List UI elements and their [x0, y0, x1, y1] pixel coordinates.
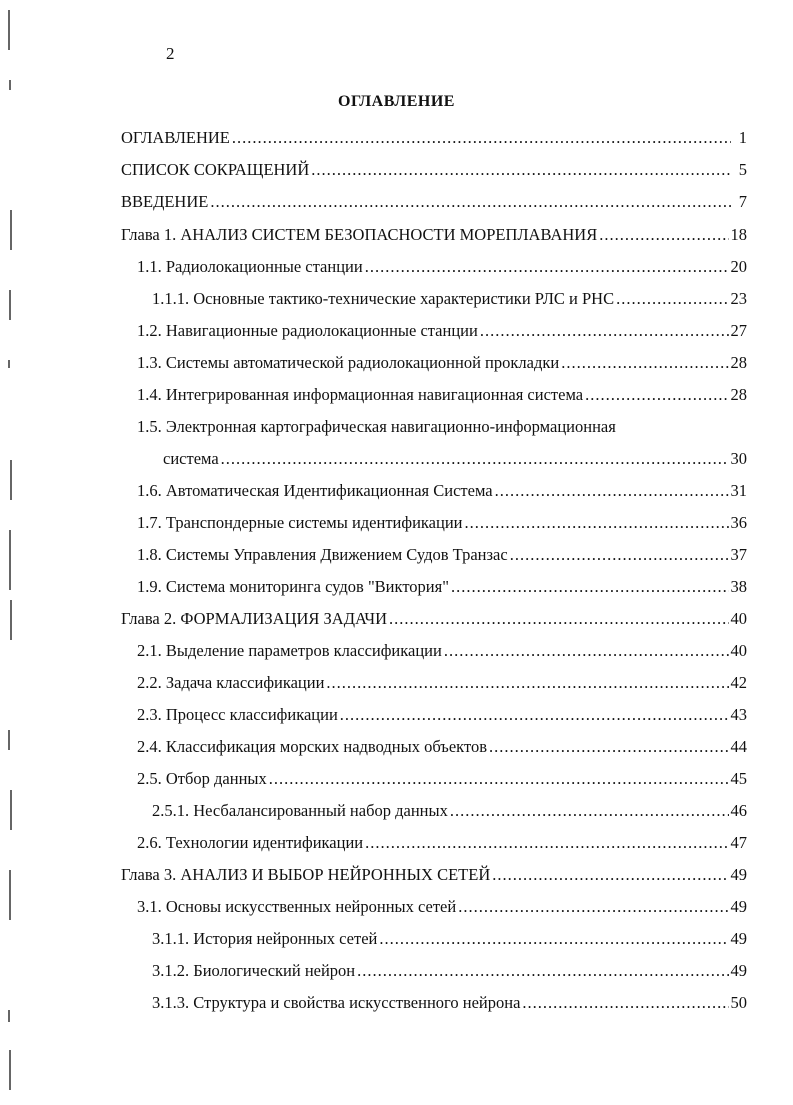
- toc-entry[interactable]: [137, 544, 747, 566]
- toc-entry-page: 40: [730, 609, 747, 628]
- toc-entry-title: 3.1.2. Биологический нейрон: [152, 961, 356, 980]
- toc-entry-title: 1.4. Интегрированная информационная навигационная система: [137, 385, 584, 404]
- toc-entry-page: 20: [730, 257, 747, 276]
- toc-entry-title: 2.5.1. Несбалансированный набор данных: [152, 801, 448, 820]
- toc-leader-dots: [451, 576, 729, 598]
- toc-entry-title: 1.9. Система мониторинга судов "Виктория": [137, 577, 449, 596]
- toc-leader-dots: [311, 159, 731, 181]
- toc-entry-page: 45: [730, 769, 747, 788]
- toc-entry[interactable]: [152, 288, 747, 310]
- toc-entry[interactable]: [137, 576, 747, 598]
- toc-leader-dots: [450, 800, 729, 822]
- toc-leader-dots: [458, 896, 728, 918]
- toc-entry-page: 5: [738, 160, 747, 179]
- toc-entry-page: 44: [730, 737, 747, 756]
- toc-leader-dots: [480, 320, 729, 342]
- toc-entry[interactable]: [121, 191, 747, 213]
- toc-entry-page: 28: [730, 353, 747, 372]
- toc-entry-title: 1.1. Радиолокационные станции: [137, 257, 363, 276]
- toc-entry-title: система: [163, 449, 219, 468]
- toc-leader-dots: [464, 512, 728, 534]
- toc-leader-dots: [616, 288, 728, 310]
- toc-leader-dots: [489, 736, 729, 758]
- toc-entry-title: 3.1.1. История нейронных сетей: [152, 929, 378, 948]
- toc-leader-dots: [232, 127, 731, 149]
- toc-entry-page: 42: [730, 673, 747, 692]
- toc-entry-title: 2.1. Выделение параметров классификации: [137, 641, 442, 660]
- toc-leader-dots: [389, 608, 728, 630]
- toc-leader-dots: [365, 832, 728, 854]
- toc-entry-title: 2.4. Классификация морских надводных объектов: [137, 737, 487, 756]
- toc-entry-title: Глава 1. АНАЛИЗ СИСТЕМ БЕЗОПАСНОСТИ МОРЕПЛАВАНИЯ: [121, 225, 598, 244]
- toc-leader-dots: [379, 928, 728, 950]
- toc-entry-title: СПИСОК СОКРАЩЕНИЙ: [121, 160, 310, 179]
- toc-entry-page: 36: [730, 513, 747, 532]
- toc-entry[interactable]: [152, 800, 747, 822]
- toc-leader-dots: [492, 864, 728, 886]
- toc-entry-page: 18: [730, 225, 747, 244]
- toc-entry-page: 40: [730, 641, 747, 660]
- toc-entry[interactable]: [137, 768, 747, 790]
- toc-entry-title: 2.5. Отбор данных: [137, 769, 267, 788]
- toc-entry-title: 2.6. Технологии идентификации: [137, 833, 364, 852]
- toc-entry-title: 1.5. Электронная картографическая навигационно-информационная: [137, 417, 616, 436]
- toc-leader-dots: [444, 640, 729, 662]
- toc-leader-dots: [269, 768, 729, 790]
- toc-entry[interactable]: [137, 832, 747, 854]
- toc-leader-dots: [522, 992, 728, 1014]
- toc-entry[interactable]: [137, 384, 747, 406]
- toc-entry-page: 49: [730, 897, 747, 916]
- toc-entry[interactable]: [137, 672, 747, 694]
- toc-entry-page: 46: [730, 801, 747, 820]
- toc-entry[interactable]: [121, 608, 747, 630]
- toc-leader-dots: [210, 191, 731, 213]
- toc-entry-page: 27: [730, 321, 747, 340]
- toc-entry-page: 38: [730, 577, 747, 596]
- toc-entry-page: 37: [730, 545, 747, 564]
- toc-entry[interactable]: [137, 256, 747, 278]
- toc-entry[interactable]: [137, 512, 747, 534]
- page-number: 2: [166, 44, 175, 63]
- toc-entry-page: 7: [738, 192, 747, 211]
- toc-entry[interactable]: [137, 352, 747, 374]
- toc-entry-page: 43: [730, 705, 747, 724]
- toc-entry-title: 1.2. Навигационные радиолокационные станции: [137, 321, 478, 340]
- toc-entry-page: 49: [730, 865, 747, 884]
- toc-entry-title: 2.2. Задача классификации: [137, 673, 325, 692]
- toc-leader-dots: [599, 224, 728, 246]
- toc-entry-page: 50: [730, 993, 747, 1012]
- toc-entry[interactable]: [137, 640, 747, 662]
- toc-entry[interactable]: [121, 159, 747, 181]
- toc-entry[interactable]: [137, 480, 747, 502]
- toc-entry-page: 49: [730, 929, 747, 948]
- toc-leader-dots: [340, 704, 729, 726]
- toc-entry-page: 31: [730, 481, 747, 500]
- toc-entry[interactable]: [152, 960, 747, 982]
- toc-leader-dots: [510, 544, 729, 566]
- toc-entry-title: 2.3. Процесс классификации: [137, 705, 338, 724]
- toc-entry-title: 1.3. Системы автоматической радиолокационной прокладки: [137, 353, 560, 372]
- toc-entry-title: 1.6. Автоматическая Идентификационная Система: [137, 481, 493, 500]
- toc-entry-page: 1: [738, 128, 747, 147]
- toc-entry[interactable]: [137, 320, 747, 342]
- toc-leader-dots: [585, 384, 728, 406]
- toc-entry-title: 1.1.1. Основные тактико-технические характеристики РЛС и РНС: [152, 289, 615, 308]
- toc-entry[interactable]: [152, 992, 747, 1014]
- toc-entry-page: 30: [730, 449, 747, 468]
- toc-entry-page: 49: [730, 961, 747, 980]
- toc-leader-dots: [495, 480, 729, 502]
- toc-entry-title: 1.7. Транспондерные системы идентификации: [137, 513, 463, 532]
- toc-entry-title: Глава 3. АНАЛИЗ И ВЫБОР НЕЙРОННЫХ СЕТЕЙ: [121, 865, 491, 884]
- toc-entry[interactable]: [137, 704, 747, 726]
- toc-leader-dots: [365, 256, 729, 278]
- toc-entry-title: ОГЛАВЛЕНИЕ: [121, 128, 230, 147]
- toc-entry-page: 28: [730, 385, 747, 404]
- toc-entry[interactable]: [137, 736, 747, 758]
- toc-leader-dots: [357, 960, 728, 982]
- toc-entry-title: 3.1. Основы искусственных нейронных сетей: [137, 897, 457, 916]
- toc-entry[interactable]: [137, 896, 747, 918]
- toc-entry[interactable]: [121, 864, 747, 886]
- toc-entry-page: 47: [730, 833, 747, 852]
- toc-entry[interactable]: [121, 127, 747, 149]
- toc-entry-continuation[interactable]: [163, 448, 747, 470]
- toc-leader-dots: [221, 448, 729, 470]
- toc-entry-page: 23: [730, 289, 747, 308]
- toc-entry-title: ВВЕДЕНИЕ: [121, 192, 209, 211]
- toc-leader-dots: [561, 352, 728, 374]
- toc-entry-title: 3.1.3. Структура и свойства искусственного нейрона: [152, 993, 521, 1012]
- toc-entry[interactable]: [121, 224, 747, 246]
- page-title: ОГЛАВЛЕНИЕ: [338, 93, 455, 110]
- toc-entry[interactable]: [137, 416, 747, 438]
- toc-leader-dots: [326, 672, 728, 694]
- toc-entry[interactable]: [152, 928, 747, 950]
- toc-entry-title: Глава 2. ФОРМАЛИЗАЦИЯ ЗАДАЧИ: [121, 609, 388, 628]
- toc-entry-title: 1.8. Системы Управления Движением Судов Транзас: [137, 545, 508, 564]
